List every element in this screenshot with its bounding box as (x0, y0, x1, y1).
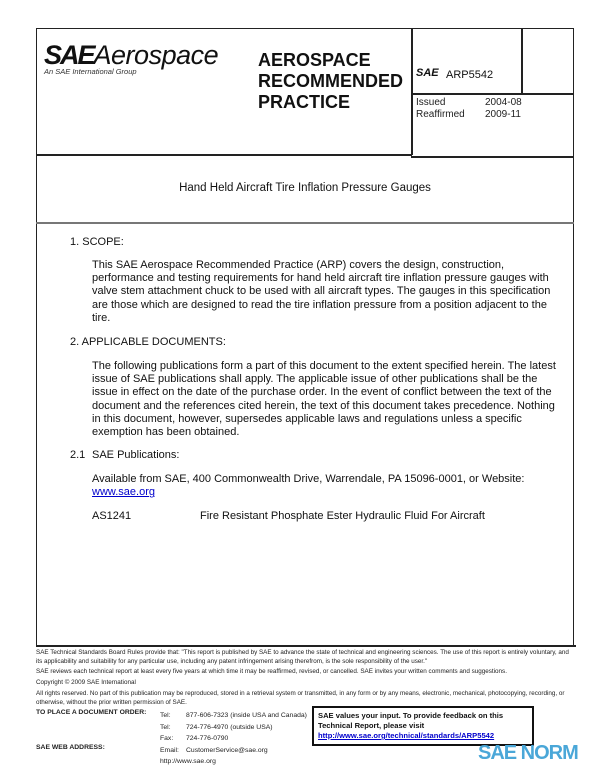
issued-date: 2004-08 (485, 97, 522, 108)
divider (36, 154, 412, 156)
footer-review: SAE reviews each technical report at least every five years at which time it may be reaffirmed, revised, or cancelled. SAE invites your written comments and suggestions. (36, 668, 507, 675)
footer-rules: SAE Technical Standards Board Rules provide that: "This report is published by SAE to advance the state of technical and engineering sciences. The use of this report is entirely voluntary, and its applicability and suitability for any particular use, including any patent infringement arising therefrom, is the sole responsibility of the user." (36, 649, 569, 665)
divider (521, 28, 523, 94)
footer-copyright: Copyright © 2009 SAE International (36, 679, 136, 686)
divider (411, 93, 574, 95)
divider (36, 222, 574, 224)
divider (411, 156, 574, 158)
reaffirmed-label: Reaffirmed (416, 109, 465, 120)
document-title: Hand Held Aircraft Tire Inflation Pressure Gauges (179, 182, 431, 194)
reference-id: AS1241 (92, 510, 132, 522)
feedback-link[interactable]: http://www.sae.org/technical/standards/ARP5542 (318, 731, 495, 740)
sae-website-link[interactable]: www.sae.org (92, 486, 155, 499)
footer-divider (36, 645, 576, 647)
section-number: 2.1 (70, 449, 86, 461)
section-heading: SAE Publications: (92, 449, 180, 461)
contact-list: Tel: 877-606-7323 (inside USA and Canada) Tel: 724-776-4970 (outside USA) Fax: 724-776-0790 Email: CustomerService@sae.org http://www.sae.org (160, 712, 307, 766)
footer-rights: All rights reserved. No part of this publication may be reproduced, stored in a retrieval system or transmitted, in any form or by any means, electronic, mechanical, photocopying, recording, or otherwise, without the prior written permission of SAE. (36, 690, 565, 706)
divider (411, 28, 413, 155)
section-heading: 1. SCOPE: (70, 236, 124, 248)
section-heading: 2. APPLICABLE DOCUMENTS: (70, 336, 226, 348)
document-number: ARP5542 (446, 69, 494, 81)
sae-mark: SAE (416, 67, 439, 79)
applicable-docs-paragraph: The following publications form a part of this document to the extent specified herein. The latest issue of SAE publications shall apply. The applicable issue of other publications shall be the issue in effect on the date of the purchase order. In the event of conflict between the text of the document and the references cited herein, the text of this document takes precedence. Nothing in this document, however, supersedes applicable laws and regulations unless a specific exemption has been obtained. (92, 360, 556, 439)
scope-paragraph: This SAE Aerospace Recommended Practice (ARP) covers the design, construction, performance and testing requirements for hand held aircraft tire inflation pressure gauges with valve stem attachment chuck to be used with all aircraft types. The gauges in this specification are those which are designed to read the tire inflation pressure from a position adjacent to the tire. (92, 259, 551, 324)
sae-publications-text: Available from SAE, 400 Commonwealth Drive, Warrendale, PA 15096-0001, or Website: www.sae.org (92, 473, 525, 499)
reference-title: Fire Resistant Phosphate Ester Hydraulic Fluid For Aircraft (200, 510, 485, 522)
sae-norm-watermark: SAE NORM (478, 742, 578, 764)
web-address[interactable]: http://www.sae.org (160, 758, 216, 766)
document-type: AEROSPACE RECOMMENDED PRACTICE (258, 50, 404, 112)
issued-label: Issued (416, 97, 446, 108)
reaffirmed-date: 2009-11 (485, 109, 521, 120)
web-label: SAE WEB ADDRESS: (36, 744, 105, 751)
sae-aerospace-logo: SAEAerospace (44, 40, 219, 70)
order-label: TO PLACE A DOCUMENT ORDER: (36, 709, 147, 716)
logo-tagline: An SAE International Group (44, 67, 137, 76)
feedback-box: SAE values your input. To provide feedback on this Technical Report, please visit http://www.sae.org/technical/standards/ARP5542 (312, 706, 534, 746)
